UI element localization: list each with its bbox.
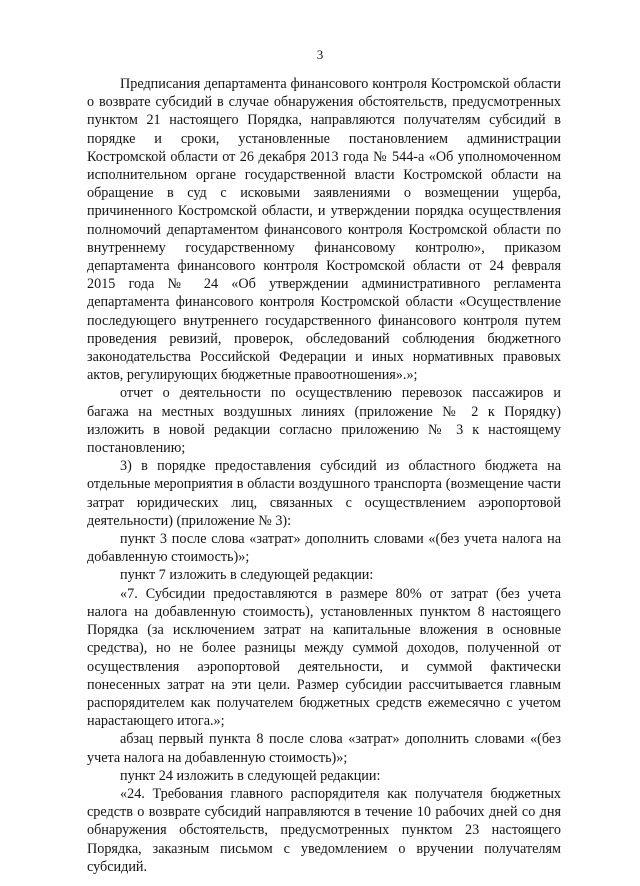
paragraph-prescriptions: Предписания департамента финансового контроля Костромской области о возврате субсидий в случае обнаружения обстоятельств, предусмотренных пунктом 21 настоящего Порядка, направляются получателям субсидий в порядке и сроки, установленные постановлением администрации Костромской области от 26 декабря 2013 года № 544-а «Об уполномоченном исполнительном органе государственной власти Костромской области на обращение в суд с исковыми заявлениями о возмещении ущерба, причиненного Костромской области, и утверждении порядка осуществления полномочий департаментом финансового контроля Костромской области по внутреннему государственному финансовому контролю», приказом департамента финансового контроля Костромской области от 24 февраля 2015 года № 24 «Об утверждении административного регламента департамента финансового контроля Костромской области «Осуществление последующего внутреннего государственного финансового контроля путем проведения ревизий, проверок, обследований соблюдения бюджетного законодательства Российской Федерации и иных нормативных правовых актов, регулирующих бюджетные правоотношения».»; [87, 76, 561, 384]
paragraph-item-7-intro: пункт 7 изложить в следующей редакции: [120, 567, 374, 584]
paragraph-item-7-text: «7. Субсидии предоставляются в размере 80% от затрат (без учета налога на добавленную стоимость), установленных пунктом 8 настоящего Порядка (за исключением затрат на капитальные вложения в основные средства), но не более разницы между суммой доходов, полученной от осуществления аэропортовой деятельности, и суммой фактически понесенных затрат на эти цели. Размер субсидии рассчитывается главным распорядителем как получателем бюджетных средств ежемесячно с учетом нарастающего итога.»; [87, 585, 561, 730]
paragraph-item-3: пункт 3 после слова «затрат» дополнить словами «(без учета налога на добавленную стоимость)»; [87, 531, 561, 566]
paragraph-transport-report: отчет о деятельности по осуществлению перевозок пассажиров и багажа на местных воздушных линиях (приложение № 2 к Порядку) изложить в новой редакции согласно приложению № 3 к настоящему постановлению; [87, 385, 561, 457]
document-body [87, 75, 561, 876]
paragraph-item-24-intro: пункт 24 изложить в следующей редакции: [120, 767, 381, 784]
page-number: 3 [316, 47, 324, 62]
paragraph-subsidy-procedure: 3) в порядке предоставления субсидий из областного бюджета на отдельные мероприятия в области воздушного транспорта (возмещение части затрат юридических лиц, связанных с осуществлением аэропортовой деятельности) (приложение № 3): [87, 458, 561, 529]
paragraph-item-24-text: «24. Требования главного распорядителя как получателя бюджетных средств о возврате субсидий направляются в течение 10 рабочих дней со дня обнаружения обстоятельств, предусмотренных пунктом 23 настоящего Порядка, заказным письмом с уведомлением о вручении получателям субсидий. [87, 785, 561, 875]
paragraph-item-8: абзац первый пункта 8 после слова «затрат» дополнить словами «(без учета налога на добавленную стоимость)»; [87, 731, 561, 766]
